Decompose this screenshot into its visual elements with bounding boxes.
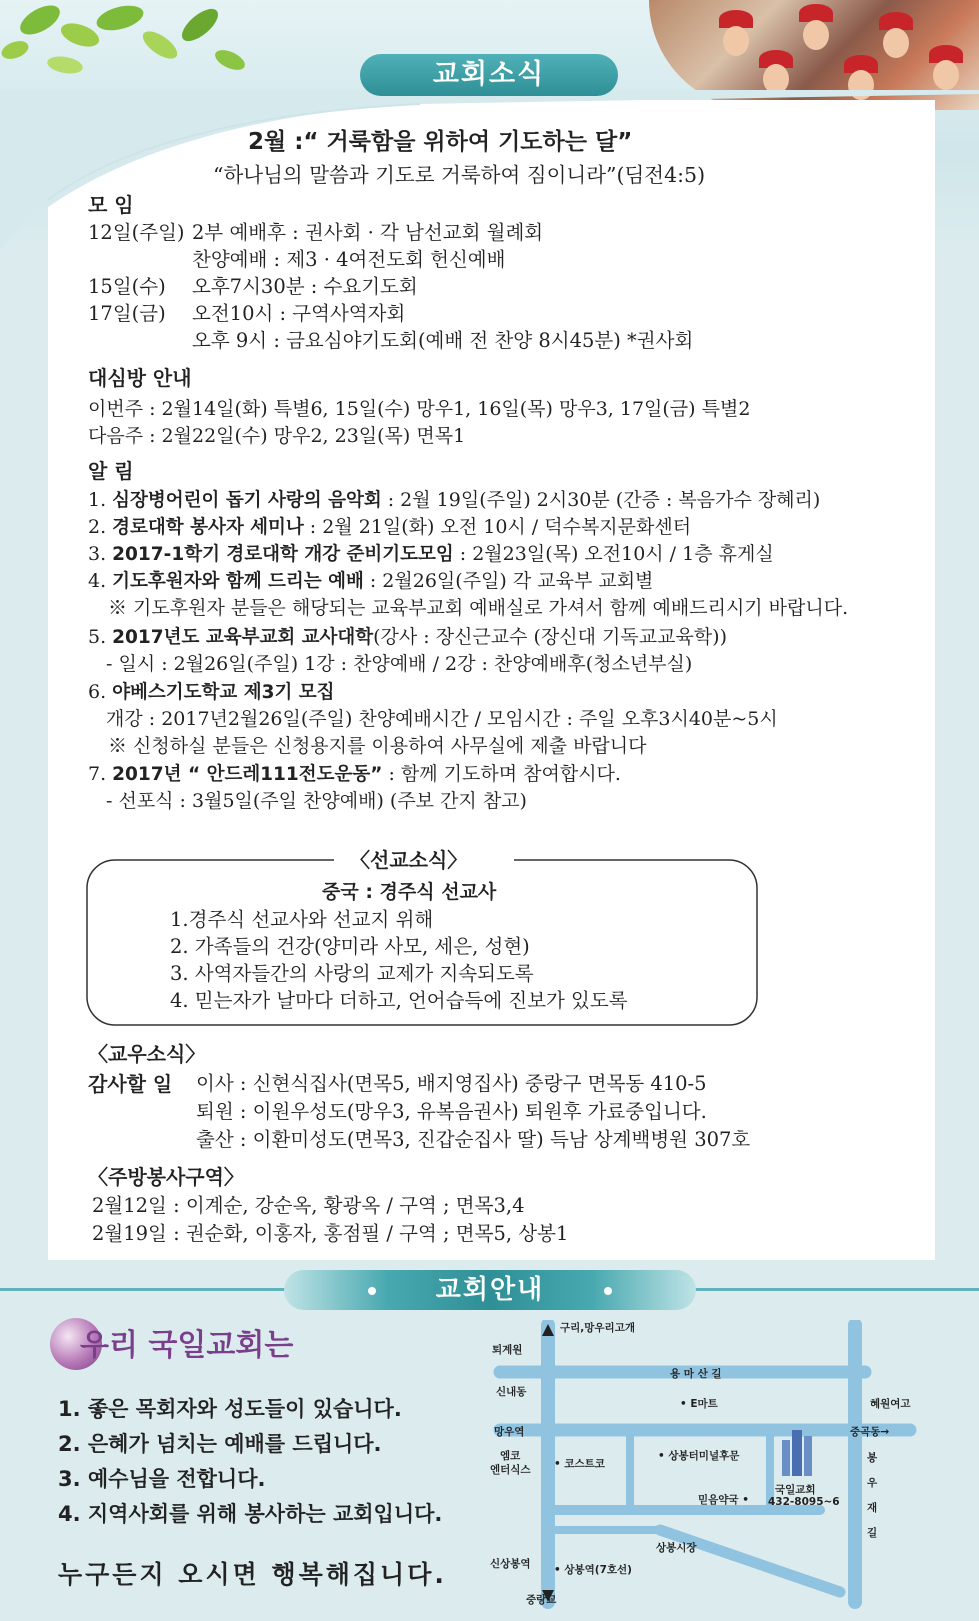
notice-item [88,569,653,594]
notice-item [88,625,727,650]
notice-number: 6. [88,681,113,703]
mission-subtitle: 중국 : 경주식 선교사 [322,881,497,903]
map-label: 중곡동→ [850,1426,890,1438]
notice-number: 3. [88,543,113,565]
notice-number: 7. [88,763,113,785]
church-feature: 1. 좋은 목회자와 성도들이 있습니다. [58,1397,402,1421]
map-label: 국일교회 [775,1484,816,1496]
church-building-icon [782,1430,812,1476]
notice-item [108,596,848,621]
kitchen-row: 2월19일 : 권순화, 이홍자, 홍점필 / 구역 ; 면목5, 상봉1 [92,1222,569,1245]
mission-item: 4. 믿는자가 날마다 더하고, 언어습득에 진보가 있도록 [170,989,628,1012]
notice-item [106,789,527,814]
meetings-heading: 모 임 [88,193,134,217]
slogan: 누구든지 오시면 행복해집니다. [58,1560,447,1589]
meeting-day: 12일(주일) [88,221,185,244]
map-label: 우 [867,1477,878,1489]
kitchen-row: 2월12일 : 이계순, 강순옥, 황광옥 / 구역 ; 면목3,4 [92,1194,525,1217]
map-label: 길 [867,1527,878,1539]
church-feature: 3. 예수님을 전합니다. [58,1467,266,1491]
map-label: • 상봉터미널후문 [658,1450,740,1462]
member-news: 이사 : 신현식집사(면목5, 배지영집사) 중랑구 면목동 410-5 [196,1072,707,1095]
meeting-text: 오전10시 : 구역사역자회 [192,302,406,325]
member-news: 출산 : 이환미성도(면목3, 진갑순집사 딸) 득남 상계백병원 307호 [196,1128,751,1151]
visitation-next-week: 다음주 : 2월22일(수) 망우2, 23일(목) 면목1 [88,425,466,447]
visitation-this-week: 이번주 : 2월14일(화) 특별6, 15일(수) 망우1, 16일(목) 망우3, 17일(금) 특별2 [88,398,751,420]
map-label: • 코스트코 [554,1458,605,1470]
notice-detail: : 2월23일(목) 오전10시 / 1층 휴게실 [453,543,774,565]
map-label: 재 [867,1502,878,1514]
visitation-heading: 대심방 안내 [88,366,192,390]
mission-item: 2. 가족들의 건강(양미라 사모, 세은, 성현) [170,935,530,958]
notices-heading: 알 림 [88,459,134,483]
notice-detail: : 함께 기도하며 참여합시다. [382,763,621,785]
member-news: 퇴원 : 이원우성도(망우3, 유복음권사) 퇴원후 가료중입니다. [196,1100,707,1123]
notice-title: 경로대학 봉사자 세미나 [112,517,304,538]
notice-number: 4. [88,570,113,592]
map-label: 신상봉역 [490,1558,531,1570]
map-label: 망우역 [494,1426,525,1438]
notice-title: 심장병어린이 돕기 사랑의 음악회 [112,490,382,511]
kitchen-heading: 〈주방봉사구역〉 [88,1165,244,1189]
notice-item [106,652,692,677]
notice-detail: - 선포식 : 3월5일(주일 찬양예배) (주보 간지 참고) [106,790,527,812]
map-label: • 상봉역(7호선) [554,1564,632,1576]
map-label: 믿음약국 • [698,1494,749,1506]
mission-item: 1.경주식 선교사와 선교지 위해 [170,908,434,931]
map-label: 신내동 [496,1386,527,1398]
map-label: 상봉시장 [656,1542,697,1554]
notice-detail: : 2월 19일(주일) 2시30분 (간증 : 복음가수 장혜리) [381,489,821,511]
map-label: • E마트 [680,1398,718,1410]
notice-detail: (강사 : 장신근교수 (장신대 기독교교육학)) [373,626,727,648]
map-label: 엔터식스 [490,1464,531,1476]
mission-heading: 〈선교소식〉 [350,848,468,872]
notice-number: 5. [88,626,113,648]
church-feature: 2. 은혜가 넘치는 예배를 드립니다. [58,1432,382,1456]
notice-item [88,542,774,567]
notice-number: 1. [88,489,113,511]
our-church-title: 우리 국일교회는 [80,1328,294,1363]
map-label: 구리,망우리고개 [560,1322,635,1334]
notice-item [106,707,778,732]
meeting-text: 오후 9시 : 금요심야기도회(예배 전 찬양 8시45분) *권사회 [192,329,694,352]
church-feature: 4. 지역사회를 위해 봉사하는 교회입니다. [58,1502,443,1526]
notice-title: 야베스기도학교 제3기 모집 [112,682,335,703]
section-title-guide [284,1270,696,1310]
members-label: 감사할 일 [88,1072,173,1096]
notice-item [88,488,820,513]
notice-title: 2017년 “ 안드레111전도운동” [112,764,383,785]
map-label: 봉 [867,1452,878,1464]
notice-title: 기도후원자와 함께 드리는 예배 [112,571,364,592]
map-label: 432-8095~6 [768,1496,840,1508]
notice-detail: - 일시 : 2월26일(주일) 1강 : 찬양예배 / 2강 : 찬양예배후(청소년부실) [106,653,693,675]
notice-item [88,680,335,705]
notice-detail: ※ 기도후원자 분들은 해당되는 교육부교회 예배실로 가셔서 함께 예배드리시기 바랍니다. [108,597,849,619]
guide-title-text: 교회안내 [435,1275,545,1305]
notice-detail: ※ 신청하실 분들은 신청용지를 이용하여 사무실에 제출 바랍니다 [108,735,647,757]
notice-number: 2. [88,516,113,538]
notice-detail: : 2월26일(주일) 각 교육부 교회별 [363,570,654,592]
location-map [490,1320,920,1610]
members-heading: 〈교우소식〉 [88,1042,206,1066]
month-title: 2월 :“ 거룩함을 위하여 기도하는 달” [248,129,633,155]
mission-item: 3. 사역자들간의 사랑의 교제가 지속되도록 [170,962,534,985]
meeting-day: 17일(금) [88,302,166,325]
meeting-day: 15일(수) [88,275,166,298]
notice-item [88,762,621,787]
section-title-news: 교회소식 [360,54,618,96]
notice-item [88,515,691,540]
notice-title: 2017년도 교육부교회 교사대학 [112,627,374,648]
notice-item [108,734,646,759]
map-label: 중랑교 [526,1594,557,1606]
meeting-text: 찬양예배 : 제3 · 4여전도회 헌신예배 [192,248,506,271]
map-label: 엠코 [500,1450,521,1462]
notice-detail: : 2월 21일(화) 오전 10시 / 덕수복지문화센터 [303,516,692,538]
map-label: 퇴계원 [492,1344,523,1356]
meeting-text: 오후7시30분 : 수요기도회 [192,275,418,298]
map-label: 용 마 산 길 [670,1368,722,1380]
notice-detail: 개강 : 2017년2월26일(주일) 찬양예배시간 / 모임시간 : 주일 오후3시40분~5시 [106,708,778,730]
map-label: 혜원여고 [870,1398,911,1410]
meeting-text: 2부 예배후 : 권사회 · 각 남선교회 월례회 [192,221,544,244]
verse: “하나님의 말씀과 기도로 거룩하여 짐이니라”(딤전4:5) [213,163,706,187]
notice-title: 2017-1학기 경로대학 개강 준비기도모임 [112,544,454,565]
